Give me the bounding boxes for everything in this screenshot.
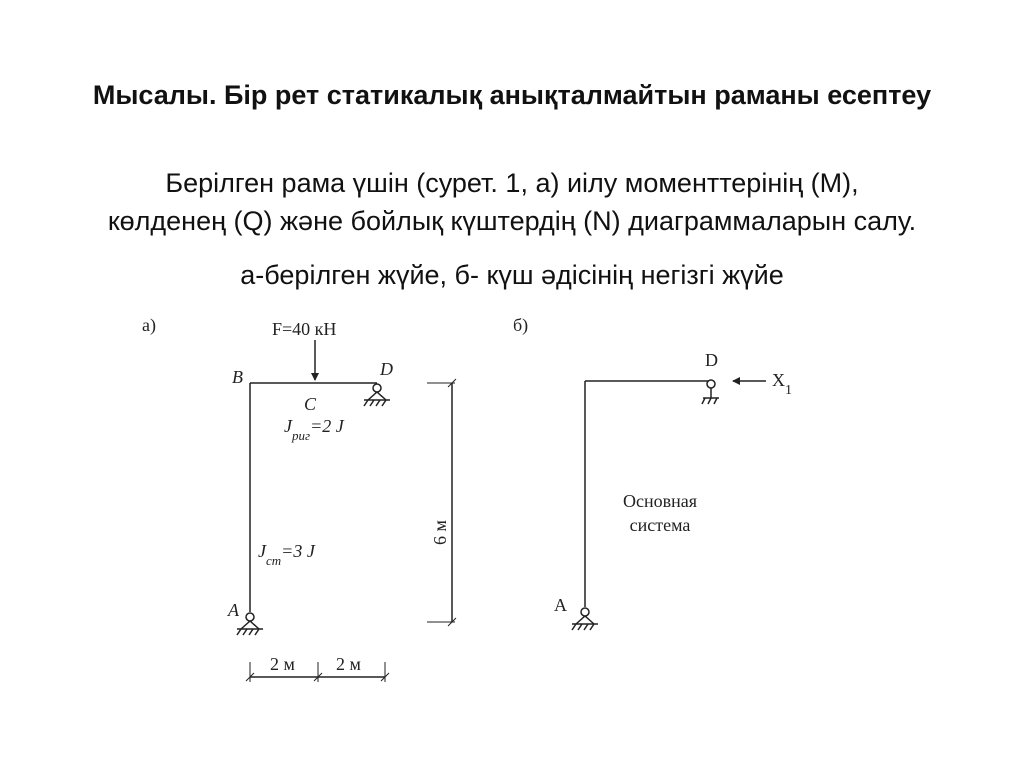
node-b-label: B (232, 367, 243, 387)
primary-system-caption-line1: Основная (622, 491, 698, 511)
node-d-label: D (380, 359, 393, 379)
figure-caption: а-берілген жүйе, б- күш әдісінің негізгі жүйе (240, 260, 784, 290)
task-text-line-2: көлденең (Q) және бойлық күштердің (N) диаграммаларын салу. (107, 206, 917, 236)
span-right-label: 2 м (336, 654, 361, 674)
height-dimension (427, 379, 456, 626)
pin-support-a (237, 613, 263, 635)
primary-node-d-label: D (705, 350, 718, 370)
node-a-label: A (228, 600, 239, 620)
figure-b-label: б) (513, 315, 529, 335)
node-c-label: C (304, 394, 317, 414)
figure-b (513, 315, 792, 630)
height-label: 6 м (430, 520, 450, 545)
column-stiffness-label: $J_{ст}=3$ J (258, 541, 315, 568)
slide-title: Мысалы. Бір рет статикалық анықталмайтын раманы есептеу (92, 80, 932, 110)
beam-stiffness-label: $J_{риг}=2$ J (284, 416, 344, 443)
primary-pin-support-a (572, 608, 598, 630)
figure-a-label: а) (142, 315, 156, 335)
span-dimension (246, 662, 389, 682)
figure-a (142, 315, 456, 682)
primary-node-a-label: A (554, 595, 567, 615)
task-text-line-1: Берілген рама үшін (сурет. 1, а) иілу моменттерінің (М), (165, 168, 859, 198)
roller-support-d (702, 380, 719, 404)
primary-system-caption-line2: система (629, 515, 691, 535)
force-label: F=40 кН (272, 319, 337, 339)
pin-support-d (364, 384, 390, 406)
unknown-force-label: $X_1$ (772, 370, 792, 398)
span-left-label: 2 м (270, 654, 295, 674)
